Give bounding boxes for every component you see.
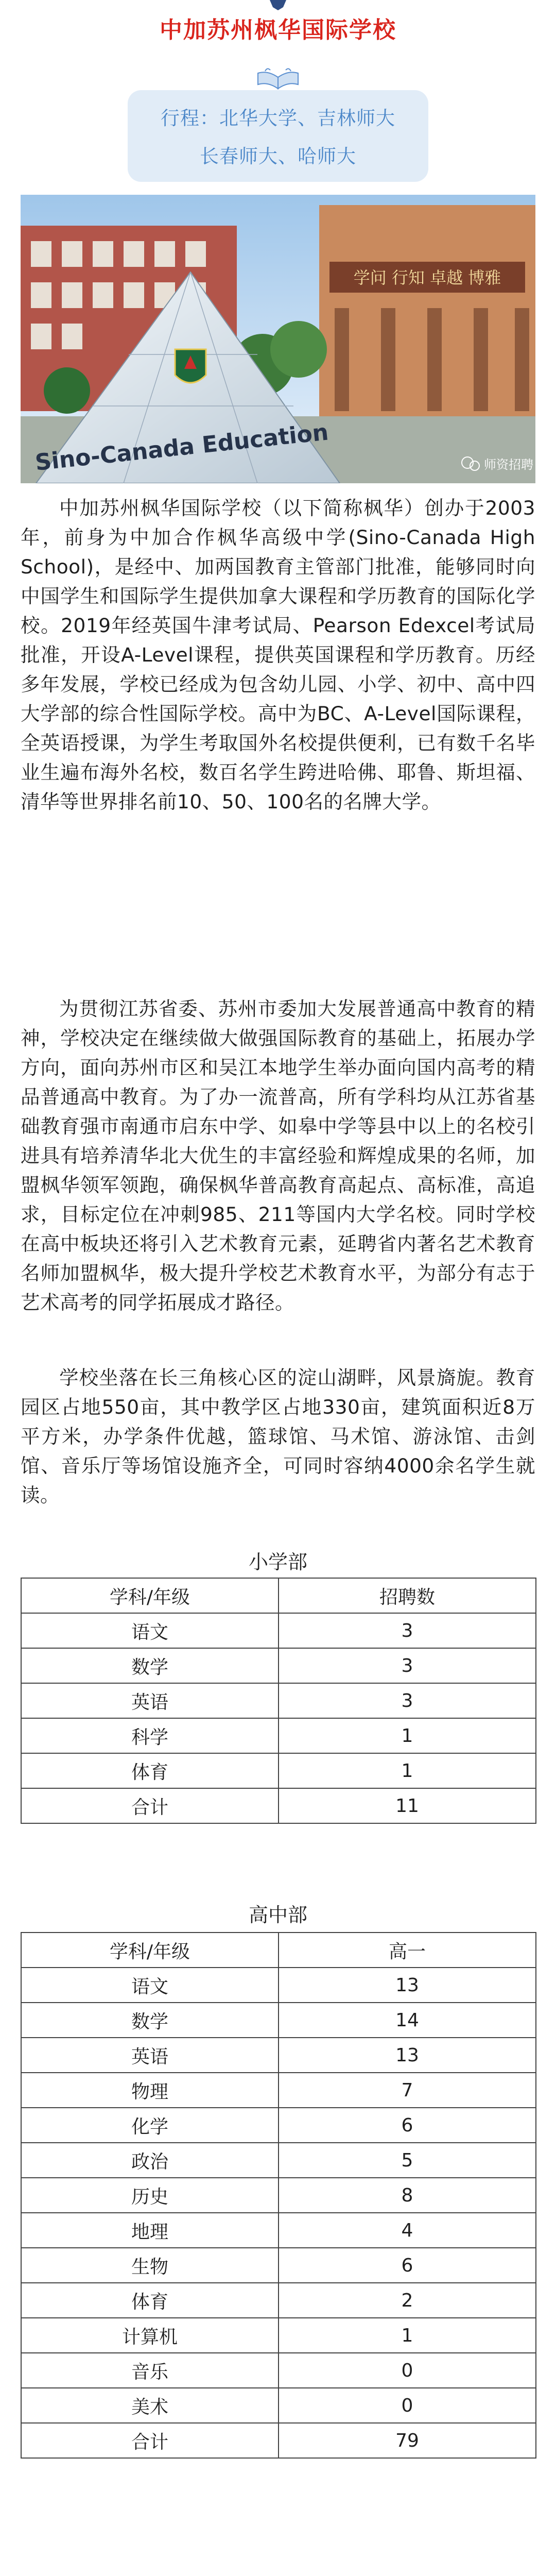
- table-row: [21, 2108, 536, 2143]
- table-row: [21, 2423, 536, 2458]
- table-cell: 2: [279, 2283, 536, 2318]
- table-cell: 地理: [21, 2213, 279, 2248]
- table-cell: 3: [279, 1683, 536, 1718]
- table-cell: 物理: [21, 2073, 279, 2108]
- table-cell: 11: [279, 1788, 536, 1823]
- intro-paragraph-2: 为贯彻江苏省委、苏州市委加大发展普通高中教育的精神，学校决定在继续做大做强国际教育的基础上，拓展办学方向，面向苏州市区和吴江本地学生举办面向国内高考的精品普通高中教育。为了办一流普高，所有学科均从江苏省基础教育强市南通市启东中学、如皋中学等县中以上的名校引进具有培养清华北大优生的丰富经验和辉煌成果的名师，加盟枫华领军领跑，确保枫华普高教育高起点、高标准，高追求，目标定位在冲刺985、211等国内大学名校。同时学校在高中板块还将引入艺术教育元素，延聘省内著名艺术教育名师加盟枫华，极大提升学校艺术教育水平，为部分有志于艺术高考的同学拓展成才路径。: [21, 997, 535, 1314]
- table-row: [21, 2388, 536, 2423]
- table-row: [21, 1718, 536, 1753]
- table-cell: 计算机: [21, 2318, 279, 2353]
- table-row: [21, 1648, 536, 1683]
- high-table-title: 高中部: [248, 1904, 307, 1926]
- table-cell: 美术: [21, 2388, 279, 2423]
- table-row: [21, 2178, 536, 2213]
- table-row: [21, 2073, 536, 2108]
- table-row: [21, 2353, 536, 2388]
- table-cell: 3: [279, 1648, 536, 1683]
- table-cell: 历史: [21, 2178, 279, 2213]
- table-cell: 英语: [21, 2038, 279, 2073]
- table-cell: 合计: [21, 2423, 279, 2458]
- table-cell: 体育: [21, 2283, 279, 2318]
- table-cell: 13: [279, 1968, 536, 2003]
- table-cell: 化学: [21, 2108, 279, 2143]
- table-row: [21, 1753, 536, 1788]
- table-cell: 英语: [21, 1683, 279, 1718]
- table-row: [21, 1683, 536, 1718]
- table-cell: 5: [279, 2143, 536, 2178]
- table-cell: 体育: [21, 1753, 279, 1788]
- table-cell: 语文: [21, 1968, 279, 2003]
- table-row: [21, 2283, 536, 2318]
- table-cell: 语文: [21, 1613, 279, 1648]
- table-row: [21, 1968, 536, 2003]
- table-cell: 13: [279, 2038, 536, 2073]
- table-cell: 1: [279, 1753, 536, 1788]
- page-title: 中加苏州枫华国际学校: [160, 17, 396, 43]
- table-row: [21, 2318, 536, 2353]
- table-cell: 79: [279, 2423, 536, 2458]
- table-cell: 7: [279, 2073, 536, 2108]
- table-row: [21, 1613, 536, 1648]
- table-cell: 政治: [21, 2143, 279, 2178]
- table-cell: 0: [279, 2388, 536, 2423]
- table-row: [21, 2003, 536, 2038]
- table-row: [21, 2038, 536, 2073]
- table-header: 学科/年级: [21, 1578, 279, 1613]
- primary-table-title: 小学部: [248, 1551, 307, 1573]
- table-cell: 14: [279, 2003, 536, 2038]
- table-cell: 合计: [21, 1788, 279, 1823]
- open-book-icon: [255, 67, 301, 93]
- table-cell: 科学: [21, 1718, 279, 1753]
- banner-text: 学问 行知 卓越 博雅: [353, 268, 501, 287]
- table-header: 高一: [279, 1933, 536, 1968]
- intro-paragraph-3: 学校坐落在长三角核心区的淀山湖畔，风景旖旎。教育园区占地550亩，其中教学区占地330亩，建筑面积近8万平方米，办学条件优越，篮球馆、马术馆、游泳馆、击剑馆、音乐厅等场馆设施齐全，可同时容纳4000余名学生就读。: [21, 1366, 535, 1506]
- table-row: [21, 1788, 536, 1823]
- route-info-box: [128, 90, 428, 182]
- header-ribbon-icon: [263, 0, 293, 10]
- table-cell: 1: [279, 1718, 536, 1753]
- building-sign: Sino-Canada Education: [33, 419, 330, 476]
- photo-watermark: 师资招聘: [484, 457, 533, 472]
- table-cell: 6: [279, 2248, 536, 2283]
- table-cell: 6: [279, 2108, 536, 2143]
- table-header-row: [21, 1578, 536, 1613]
- table-cell: 生物: [21, 2248, 279, 2283]
- table-cell: 数学: [21, 2003, 279, 2038]
- table-cell: 8: [279, 2178, 536, 2213]
- table-cell: 数学: [21, 1648, 279, 1683]
- table-header: 学科/年级: [21, 1933, 279, 1968]
- table-row: [21, 2248, 536, 2283]
- route-line-1: 行程：北华大学、吉林师大: [161, 107, 395, 129]
- table-cell: 4: [279, 2213, 536, 2248]
- table-cell: 3: [279, 1613, 536, 1648]
- table-row: [21, 2143, 536, 2178]
- table-cell: 1: [279, 2318, 536, 2353]
- table-header: 招聘数: [279, 1578, 536, 1613]
- intro-paragraph-1: 中加苏州枫华国际学校（以下简称枫华）创办于2003年，前身为中加合作枫华高级中学(Sino-Canada High School)，是经中、加两国教育主管部门批准，能够同时向中国学生和国际学生提供加拿大课程和学历教育的国际化学校。2019年经英国牛津考试局、Pearson Edexcel考试局批准，开设A-Level课程，提供英国课程和学历教育。历经多年发展，学校已经成为包含幼儿园、小学、初中、高中四大学部的综合性国际学校。高中为BC、A-Level国际课程，全英语授课，为学生考取国外名校提供便利，已有数千名毕业生遍布海外名校，数百名学生跨进哈佛、耶鲁、斯坦福、清华等世界排名前10、50、100名的名牌大学。: [21, 497, 535, 813]
- high-recruit-table: [21, 1932, 536, 2459]
- table-cell: 音乐: [21, 2353, 279, 2388]
- table-header-row: [21, 1933, 536, 1968]
- campus-photo: [21, 195, 535, 483]
- table-row: [21, 2213, 536, 2248]
- primary-recruit-table: [21, 1578, 536, 1824]
- table-cell: 0: [279, 2353, 536, 2388]
- route-line-2: 长春师大、哈师大: [200, 145, 356, 167]
